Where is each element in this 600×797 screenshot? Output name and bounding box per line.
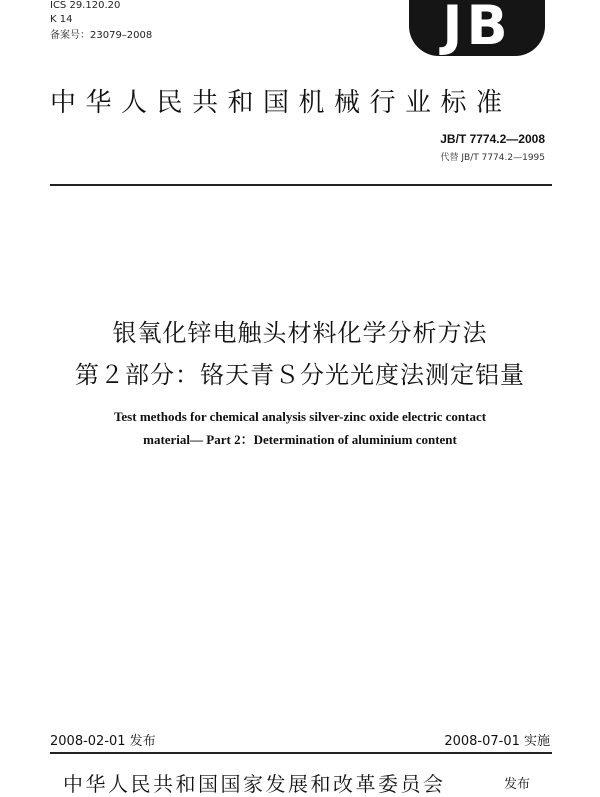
jb-logo	[409, 0, 545, 56]
standard-number: JB/T 7774.2—2008	[440, 132, 545, 146]
implement-date: 2008-07-01 实施	[444, 734, 550, 749]
publish-date: 2008-02-01 发布	[50, 734, 156, 749]
organization-title: 中华人民共和国机械行业标准	[50, 88, 512, 118]
record-number: 备案号：23079–2008	[50, 30, 153, 41]
title-en-line2: material— Part 2：Determination of aluminium content	[143, 432, 457, 447]
title-zh-line1: 银氧化锌电触头材料化学分析方法	[112, 319, 488, 347]
issuer-name: 中华人民共和国国家发展和改革委员会	[63, 772, 446, 796]
bottom-divider	[50, 752, 552, 754]
replaces-standard: 代替 JB/T 7774.2—1995	[440, 153, 545, 163]
category-code: K 14	[50, 14, 73, 25]
title-zh-line2: 第２部分：铬天青Ｓ分光光度法测定铝量	[75, 361, 525, 389]
title-en-line1: Test methods for chemical analysis silver-zinc oxide electric contact	[113, 409, 487, 424]
top-divider	[50, 184, 552, 186]
logo-text: JB	[442, 0, 512, 56]
ics-code: ICS 29.120.20	[50, 0, 121, 11]
issuer-action: 发布	[504, 777, 531, 792]
